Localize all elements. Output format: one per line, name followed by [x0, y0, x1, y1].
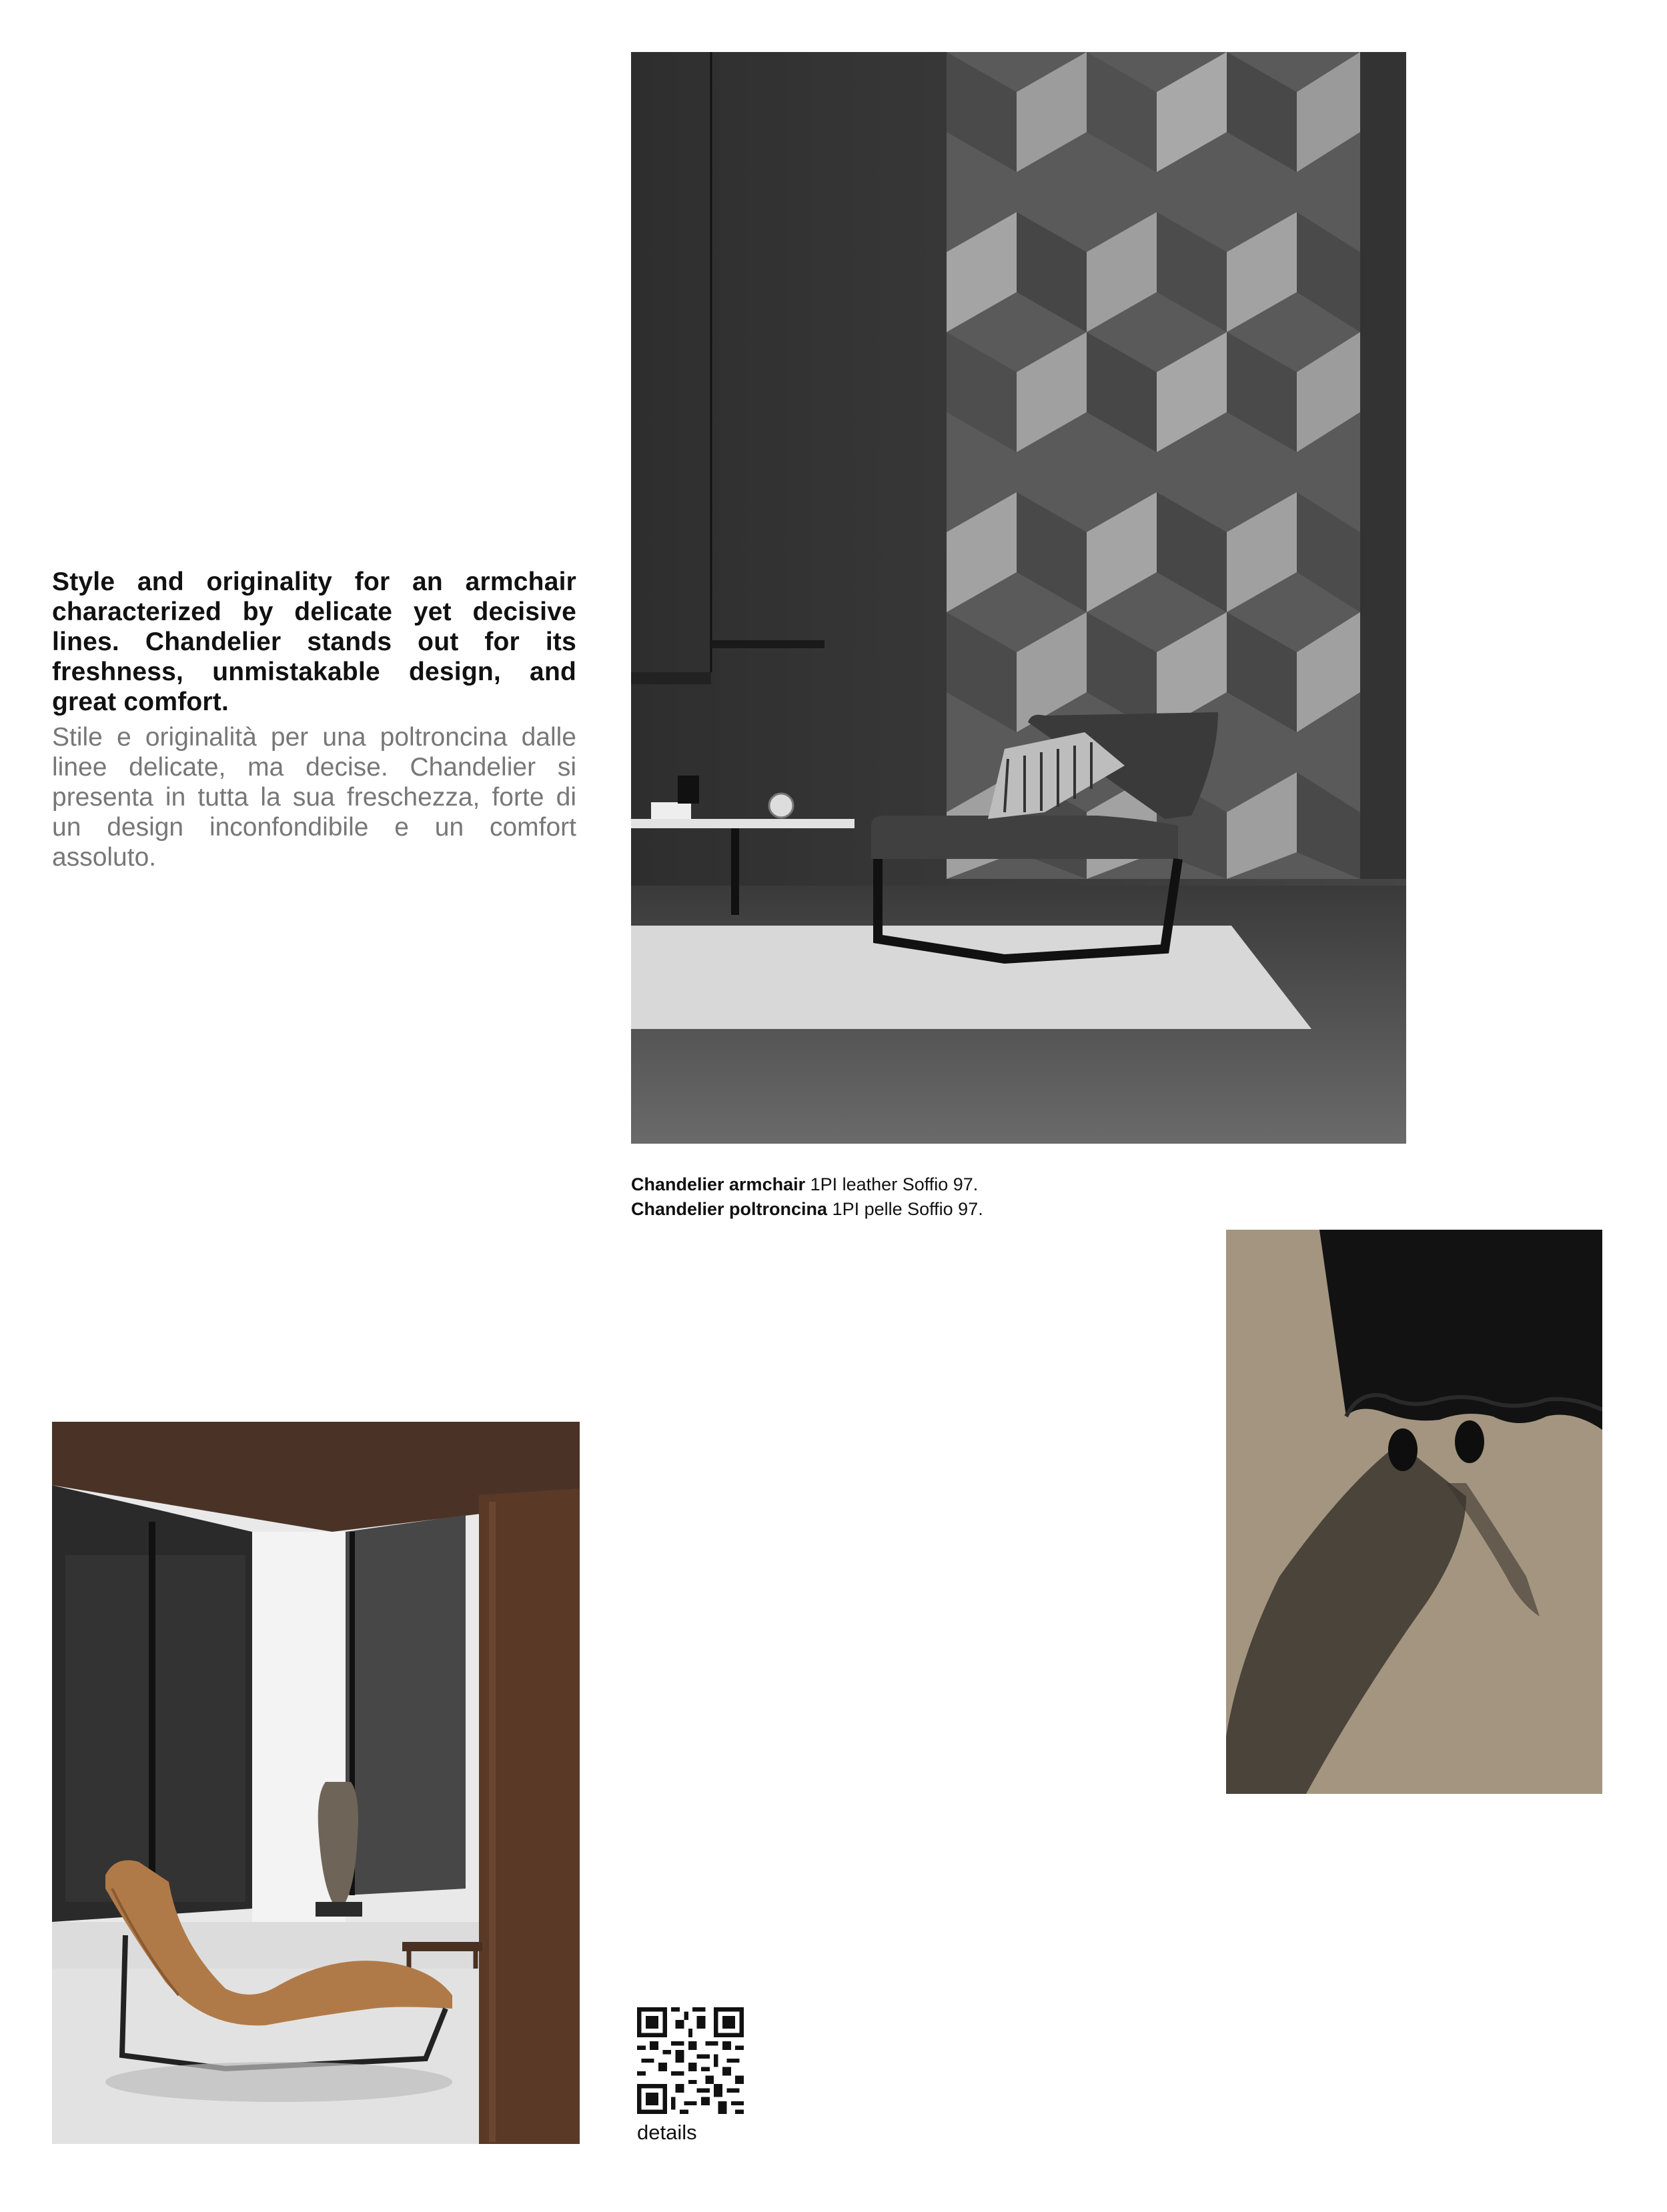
- caption-italian-detail: 1PI pelle Soffio 97.: [827, 1199, 983, 1219]
- intro-italian: Stile e originalità per una poltroncina dalle linee delicate, ma decise. Chandelier si presenta in tutta la sua freschezza, forte di un design inconfondibile e un comfort assoluto.: [52, 723, 576, 872]
- caption-italian: [631, 1197, 1231, 1222]
- caption-italian-product: Chandelier poltroncina: [631, 1199, 828, 1219]
- lounge-chair-photo: [52, 1422, 580, 2144]
- qr-code[interactable]: [637, 2007, 744, 2114]
- caption-english: [631, 1172, 1231, 1197]
- skirt-shadow-photo: [1226, 1230, 1602, 1794]
- qr-code-icon: [637, 2007, 744, 2114]
- intro-english: Style and originality for an armchair characterized by delicate yet decisive lines. Chandelier stands out for its freshness, unmistakable design, and great comfort.: [52, 568, 576, 716]
- photo-caption: [631, 1172, 1231, 1222]
- caption-english-detail: 1PI leather Soffio 97.: [805, 1174, 979, 1194]
- intro-text-block: [52, 567, 576, 872]
- caption-english-product: Chandelier armchair: [631, 1174, 806, 1194]
- qr-label: details: [637, 2121, 697, 2144]
- armchair-photo: [631, 52, 1406, 1144]
